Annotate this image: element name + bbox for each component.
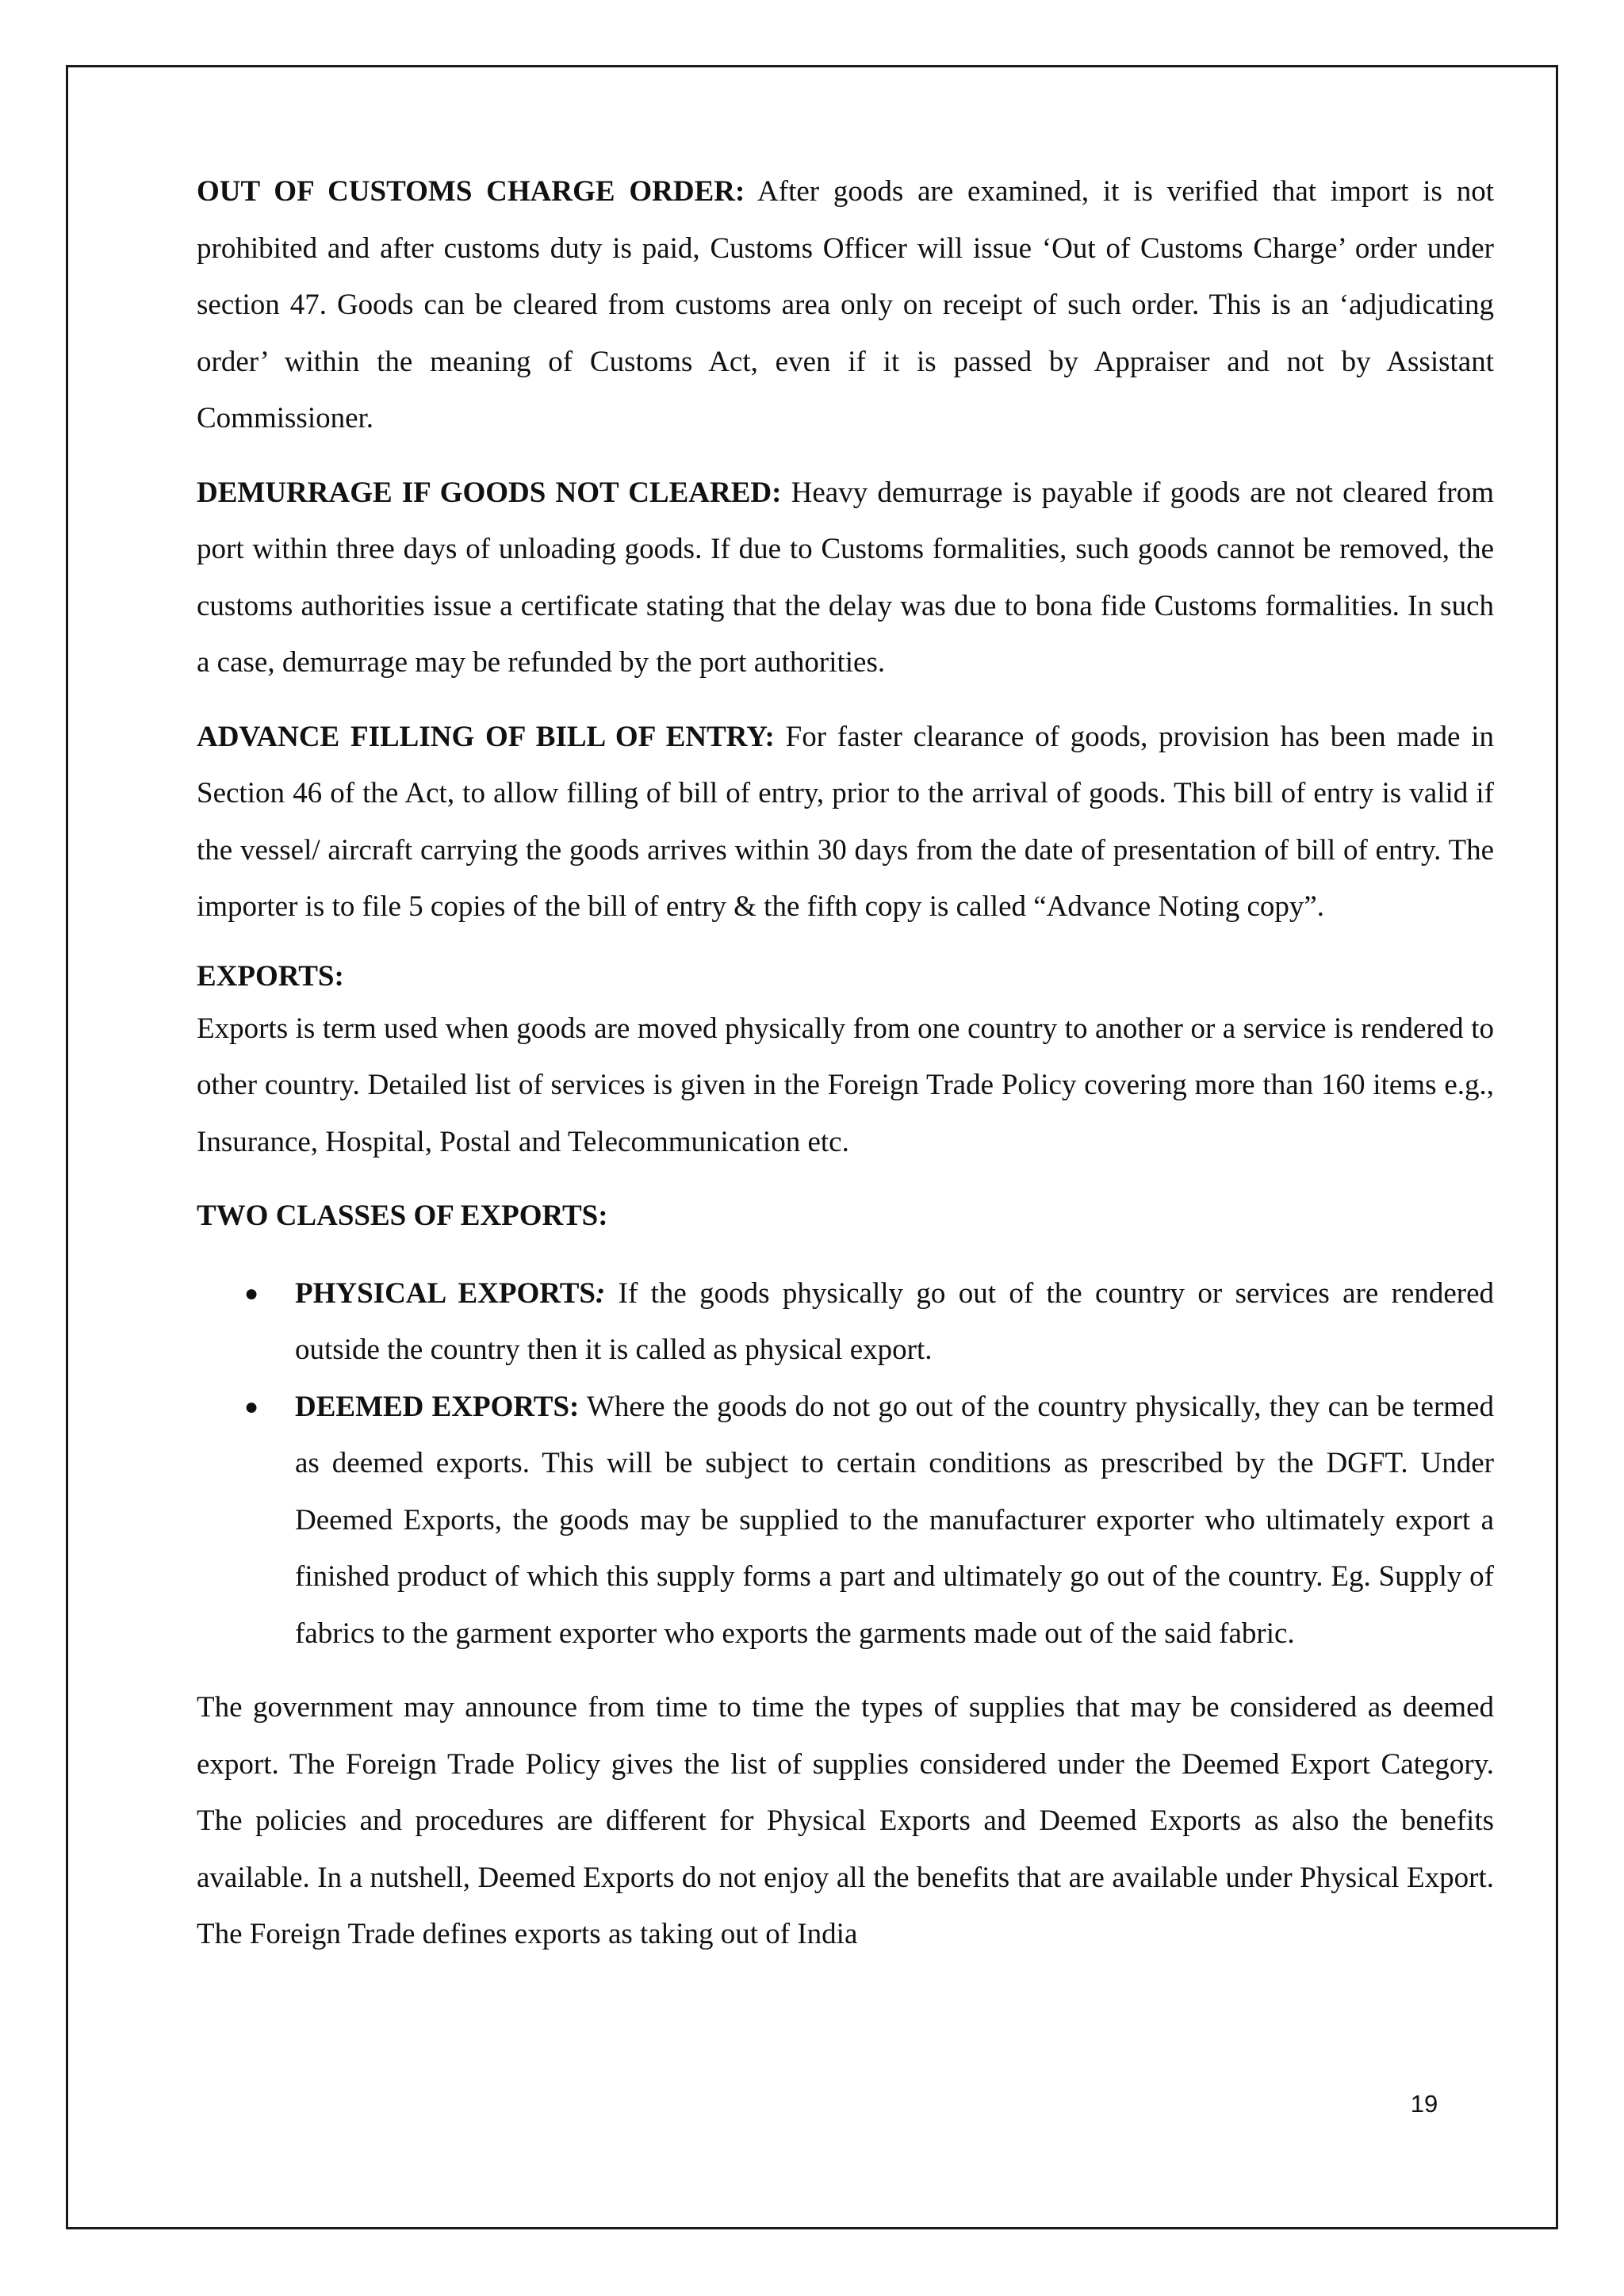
- text-physical-exports: If the goods physically go out of the country or services are rendered outside the country then it is called as physical export.: [295, 1276, 1494, 1366]
- paragraph-exports: Exports is term used when goods are moved physically from one country to another or a service is rendered to other country. Detailed list of services is given in the Foreign Trade Policy covering more than 160 items e.g., Insurance, Hospital, Postal and Telecommunication etc.: [197, 1012, 1494, 1158]
- list-item-deemed-exports: [244, 1379, 1494, 1663]
- paragraph-closing: The government may announce from time to time the types of supplies that may be considered as deemed export. The Foreign Trade Policy gives the list of supplies considered under the Deemed Export Category. The policies and procedures are different for Physical Exports and Deemed Exports as also the benefits available. In a nutshell, Deemed Exports do not enjoy all the benefits that are available under Physical Export. The Foreign Trade defines exports as taking out of India: [197, 1691, 1494, 1950]
- label-physical-exports: PHYSICAL EXPORTS: [295, 1276, 596, 1310]
- paragraph-out-of-customs-charge: [197, 163, 1494, 447]
- export-classes-list: [197, 1265, 1494, 1663]
- heading-out-of-customs-charge-order: OUT OF CUSTOMS CHARGE ORDER:: [197, 175, 745, 208]
- heading-advance-filling: ADVANCE FILLING OF BILL OF ENTRY:: [197, 720, 775, 753]
- bullet-icon: ●: [244, 1393, 259, 1420]
- heading-exports: EXPORTS:: [197, 959, 344, 993]
- list-item-physical-exports: [244, 1265, 1494, 1379]
- heading-two-classes-of-exports: TWO CLASSES OF EXPORTS:: [197, 1200, 608, 1232]
- label-physical-exports-colon: :: [595, 1276, 606, 1310]
- heading-demurrage: DEMURRAGE IF GOODS NOT CLEARED:: [197, 476, 782, 509]
- paragraph-advance-filling: [197, 709, 1494, 936]
- text-out-of-customs-charge-order: After goods are examined, it is verified that import is not prohibited and after customs duty is paid, Customs Officer will issue ‘Out of Customs Charge’ order under section 47. Goods can be cleared from customs area only on receipt of such order. This is an ‘adjudicating order’ within the meaning of Customs Act, even if it is passed by Appraiser and not by Assistant Commissioner.: [197, 175, 1494, 434]
- paragraph-demurrage: [197, 465, 1494, 691]
- text-deemed-exports: Where the goods do not go out of the country physically, they can be termed as deemed exports. This will be subject to certain conditions as prescribed by the DGFT. Under Deemed Exports, the goods may be supplied to the manufacturer exporter who ultimately export a finished product of which this supply forms a part and ultimately go out of the country. Eg. Supply of fabrics to the garment exporter who exports the garments made out of the said fabric.: [295, 1390, 1494, 1650]
- page-number: 19: [1410, 2090, 1438, 2118]
- bullet-icon: ●: [244, 1280, 259, 1307]
- label-deemed-exports: DEEMED EXPORTS:: [295, 1390, 580, 1423]
- text-demurrage: Heavy demurrage is payable if goods are not cleared from port within three days of unloading goods. If due to Customs formalities, such goods cannot be removed, the customs authorities issue a certificate stating that the delay was due to bona fide Customs formalities. In such a case, demurrage may be refunded by the port authorities.: [197, 476, 1494, 679]
- text-advance-filling: For faster clearance of goods, provision has been made in Section 46 of the Act, to allow filling of bill of entry, prior to the arrival of goods. This bill of entry is valid if the vessel/ aircraft carrying the goods arrives within 30 days from the date of presentation of bill of entry. The importer is to file 5 copies of the bill of entry & the fifth copy is called “Advance Noting copy”.: [197, 720, 1494, 923]
- document-body: [197, 163, 1494, 1963]
